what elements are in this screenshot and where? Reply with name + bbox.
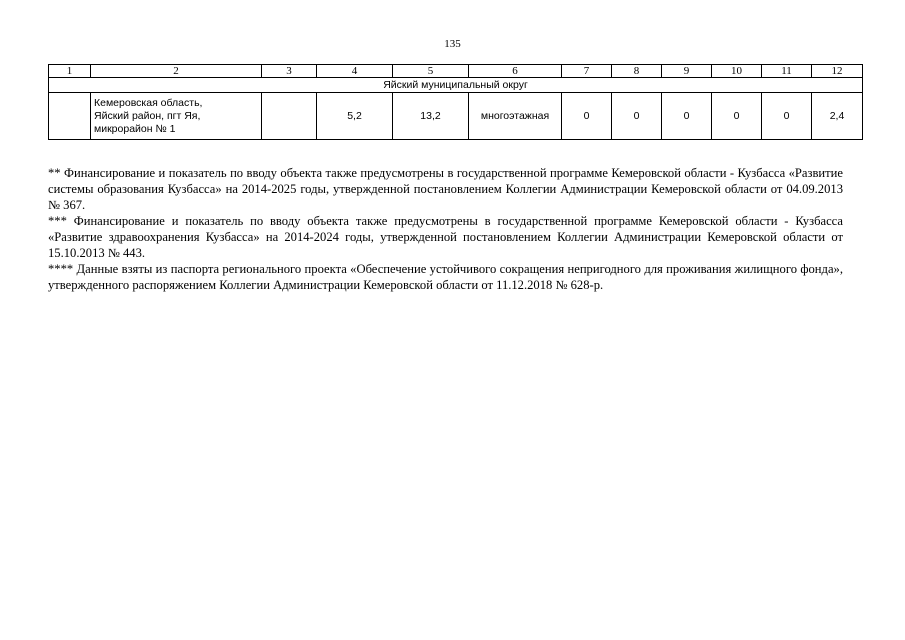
column-header: 7 [562, 65, 612, 78]
address-line: микрорайон № 1 [94, 122, 176, 135]
address-line: Яйский район, пгт Яя, [94, 109, 201, 122]
table-cell: 0 [712, 93, 762, 140]
table-row [49, 93, 863, 140]
column-header: 2 [91, 65, 262, 78]
group-title: Яйский муниципальный округ [49, 78, 863, 93]
footnote: **** Данные взяты из паспорта регионального проекта «Обеспечение устойчивого сокращения непригодного для проживания жилищного фонда», утвержденного распоряжением Коллегии Администрации Кемеровской области от 11.12.2018 № 628-р. [48, 262, 843, 292]
column-header: 9 [662, 65, 712, 78]
column-header: 1 [49, 65, 91, 78]
table-cell [262, 93, 317, 140]
column-header: 12 [812, 65, 863, 78]
table-cell: 2,4 [812, 93, 863, 140]
data-table [48, 64, 863, 140]
column-header: 4 [317, 65, 393, 78]
footnote: ** Финансирование и показатель по вводу объекта также предусмотрены в государственной программе Кемеровской области - Кузбасса «Развитие системы образования Кузбасса» на 2014-2025 годы, утвержденной постановлением Коллегии Администрации Кемеровской области от 04.09.2013 № 367. [48, 166, 843, 212]
column-header: 3 [262, 65, 317, 78]
table-header-row [49, 65, 863, 78]
footnotes [48, 165, 843, 293]
table-cell: 0 [762, 93, 812, 140]
address-line: Кемеровская область, [94, 96, 203, 109]
footnote: *** Финансирование и показатель по вводу объекта также предусмотрены в государственной программе Кемеровской области - Кузбасса «Развитие здравоохранения Кузбасса» на 2014-2024 годы, утвержденной постановлением Коллегии Администрации Кемеровской области от 15.10.2013 № 443. [48, 214, 843, 260]
table-cell: 5,2 [317, 93, 393, 140]
address-cell [91, 93, 262, 140]
table-cell: 0 [562, 93, 612, 140]
column-header: 6 [469, 65, 562, 78]
table-cell [49, 93, 91, 140]
table-cell: 0 [662, 93, 712, 140]
column-header: 5 [393, 65, 469, 78]
group-row [49, 78, 863, 93]
column-header: 11 [762, 65, 812, 78]
column-header: 10 [712, 65, 762, 78]
table-cell: 13,2 [393, 93, 469, 140]
column-header: 8 [612, 65, 662, 78]
page-number: 135 [444, 38, 461, 50]
table-cell: 0 [612, 93, 662, 140]
table-cell: многоэтажная [469, 93, 562, 140]
